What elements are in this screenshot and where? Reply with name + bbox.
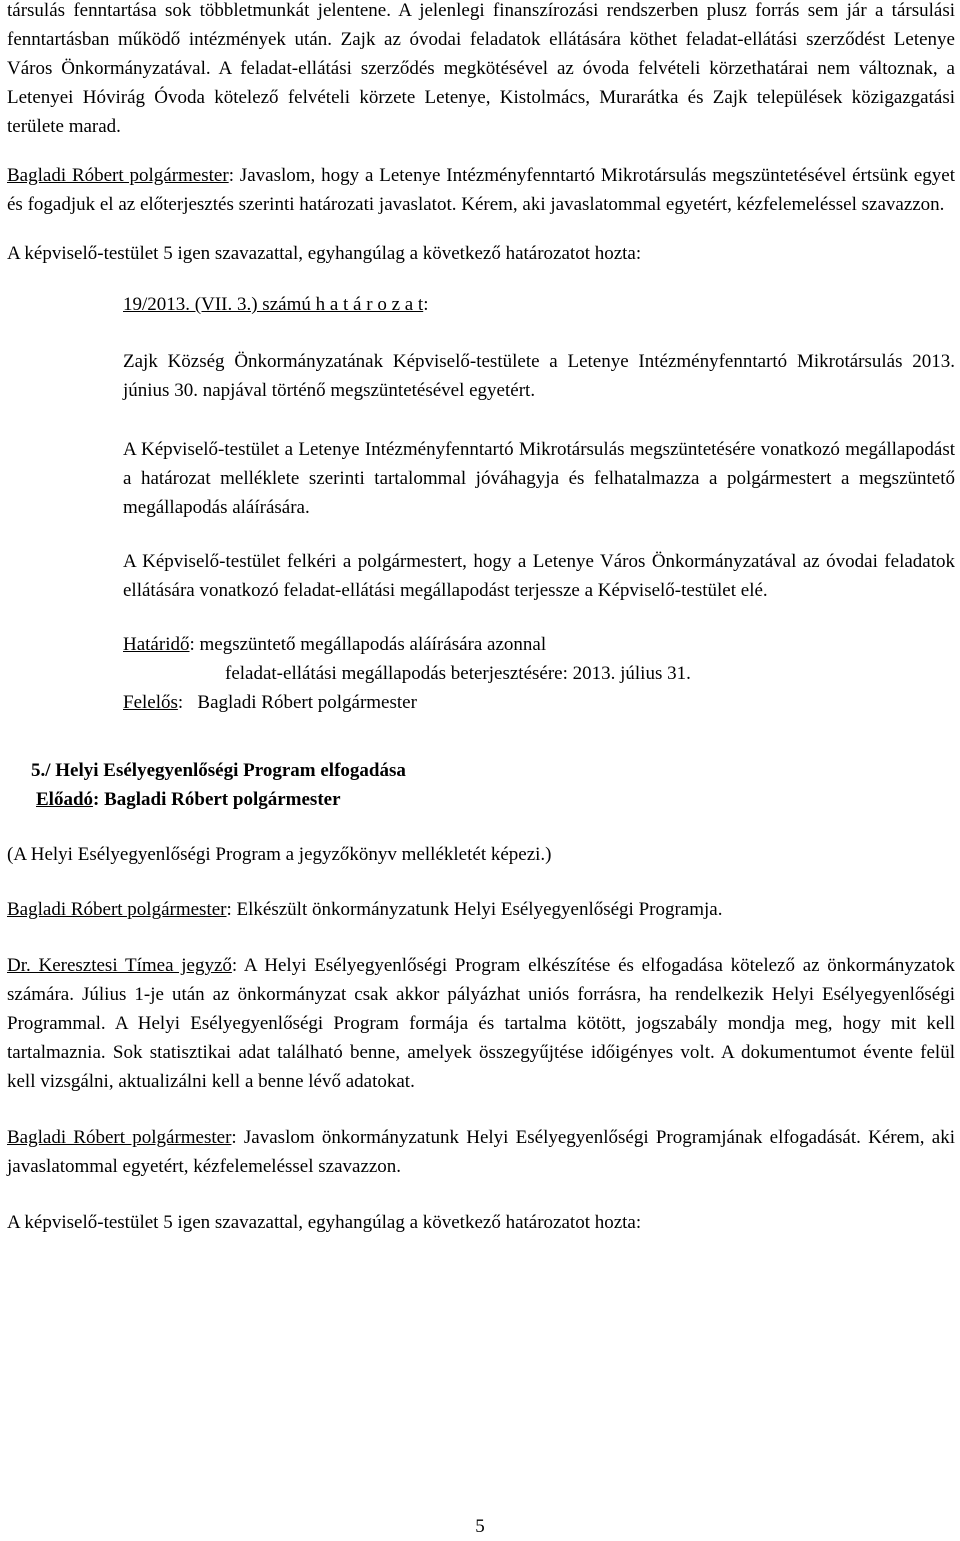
deadline-value-2: feladat-ellátási megállapodás beterjesztésére: 2013. július 31.	[225, 663, 691, 684]
responsible-value: : Bagladi Róbert polgármester	[177, 692, 417, 713]
document-page	[7, 0, 955, 1237]
paragraph-notary-statement	[7, 951, 955, 1096]
annex-note: (A Helyi Esélyegyenlőségi Program a jegyzőkönyv mellékletét képezi.)	[7, 844, 552, 865]
speaker-text: : Elkészült önkormányzatunk Helyi Esélyegyenlőségi Programja.	[226, 899, 723, 920]
deadline-block	[123, 630, 955, 717]
presenter-value: : Bagladi Róbert polgármester	[93, 789, 341, 810]
speaker-text: : A Helyi Esélyegyenlőségi Program elkészítése és elfogadása kötelező az önkormányzatok számára. Július 1-je után az önkormányzat csak akkor pályázhat uniós forrásra, ha rendelkezik Helyi Esélyegyenlőségi Programmal. A Helyi Esélyegyenlőségi Program formája és tartalma kötött, jogszabály mondja meg, hogy mit kell tartalmaznia. Sok statisztikai adat található benne, amelyek összegyűjtése időigényes volt. A dokumentumot évente felül kell vizsgálni, aktualizálni kell a benne lévő adatokat.	[7, 955, 955, 1092]
resolution-number-text: 19/2013. (VII. 3.) számú h a t á r o z a t	[123, 294, 424, 315]
resolution-number: 19/2013. (VII. 3.) számú h a t á r o z a t:	[123, 294, 429, 315]
paragraph-intro: társulás fenntartása sok többletmunkát jelentene. A jelenlegi finanszírozási rendszerben plusz forrás sem jár a társulási fenntartásban működő intézmények után. Zajk az óvodai feladatok ellátására köthet feladat-ellátási szerződést Letenye Város Önkormányzatával. A feladat-ellátási szerződés megkötésével az óvoda felvételi körzethatárai nem változnak, a Letenyei Hóvirág Óvoda kötelező felvételi körzete Letenye, Kistolmács, Murarátka és Zajk települések közigazgatási területe marad.	[7, 0, 955, 137]
vote-statement: A képviselő-testület 5 igen szavazattal, egyhangúlag a következő határozatot hozta:	[7, 243, 642, 264]
speaker-text: : Javaslom önkormányzatunk Helyi Esélyegyenlőségi Programjának elfogadását. Kérem, aki javaslatommal egyetért, kézfelemeléssel szavazzon.	[7, 1127, 955, 1177]
vote-statement-2: A képviselő-testület 5 igen szavazattal, egyhangúlag a következő határozatot hozta:	[7, 1212, 642, 1233]
speaker-name: Dr. Keresztesi Tímea jegyző	[7, 955, 232, 976]
resolution-point-2: A Képviselő-testület a Letenye Intézményfenntartó Mikrotársulás megszüntetésére vonatkozó megállapodást a határozat melléklete szerinti tartalommal jóváhagyja és felhatalmazza a polgármestert a megszüntető megállapodás aláírására.	[123, 439, 955, 518]
responsible-label: Felelős	[123, 692, 178, 713]
presenter-line	[36, 785, 955, 814]
page-number: 5	[475, 1516, 485, 1537]
deadline-label: Határidő	[123, 634, 190, 655]
deadline-value-1: : megszüntető megállapodás aláírására azonnal	[189, 634, 547, 655]
speaker-name: Bagladi Róbert polgármester	[7, 1127, 232, 1148]
resolution-point-1: Zajk Község Önkormányzatának Képviselő-testülete a Letenye Intézményfenntartó Mikrotársulás 2013. június 30. napjával történő megszüntetésével egyetért.	[123, 351, 955, 401]
paragraph-mayor-proposal	[7, 161, 955, 219]
presenter-label: Előadó	[36, 789, 94, 810]
paragraph-mayor-proposal-2	[7, 1123, 955, 1181]
section-5-heading	[7, 756, 955, 814]
paragraph-mayor-statement	[7, 895, 955, 924]
resolution-point-3: A Képviselő-testület felkéri a polgármestert, hogy a Letenye Város Önkormányzatával az óvodai feladatok ellátására vonatkozó feladat-ellátási megállapodást terjessze a Képviselő-testület elé.	[123, 551, 955, 601]
speaker-text: : Javaslom, hogy a Letenye Intézményfenntartó Mikrotársulás megszüntetésével értsünk egyet és fogadjuk el az előterjesztés szerinti határozati javaslatot. Kérem, aki javaslatommal egyetért, kézfelemeléssel szavazzon.	[7, 165, 955, 215]
section-title: 5./ Helyi Esélyegyenlőségi Program elfogadása	[31, 760, 406, 781]
speaker-name: Bagladi Róbert polgármester	[7, 165, 229, 186]
speaker-name: Bagladi Róbert polgármester	[7, 899, 227, 920]
